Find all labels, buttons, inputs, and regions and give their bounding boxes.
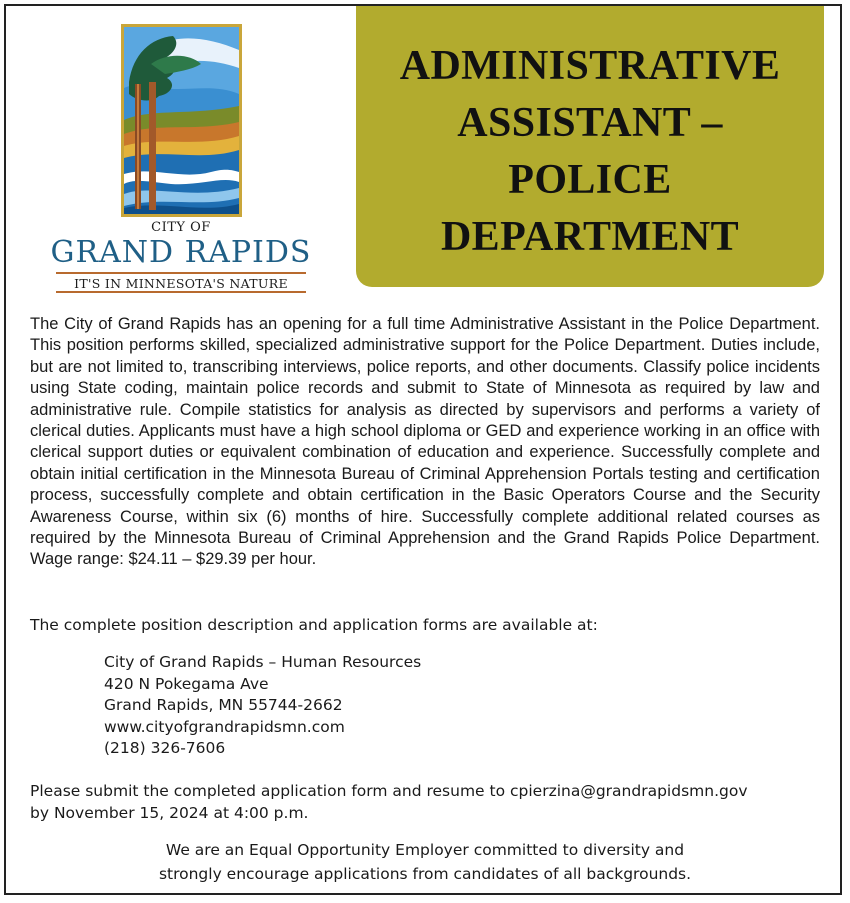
address-street: 420 N Pokegama Ave	[104, 674, 269, 693]
address-org: City of Grand Rapids – Human Resources	[104, 653, 422, 671]
grand-rapids-landscape-logo-icon	[121, 24, 242, 217]
equal-opportunity-statement	[30, 838, 820, 886]
job-title	[400, 38, 781, 266]
submission-instructions	[30, 781, 825, 824]
availability-note: The complete position description and application forms are available at:	[30, 616, 598, 634]
address-website: www.cityofgrandrapidsmn.com	[104, 717, 345, 736]
job-title-line: POLICE	[508, 156, 672, 203]
eoe-line: We are an Equal Opportunity Employer committed to diversity and	[165, 841, 685, 859]
job-title-line: DEPARTMENT	[440, 213, 740, 260]
logo-divider-bottom	[56, 291, 306, 293]
title-banner	[356, 6, 824, 287]
submit-line: Please submit the completed application form and resume to cpierzina@grandrapidsmn.gov	[30, 782, 748, 800]
job-ad	[4, 4, 842, 895]
contact-address	[104, 652, 421, 760]
submit-deadline: by November 15, 2024 at 4:00 p.m.	[30, 803, 309, 822]
logo-divider-top	[56, 272, 306, 274]
job-title-line: ADMINISTRATIVE	[399, 42, 781, 89]
logo-tagline: IT'S IN MINNESOTA'S NATURE	[74, 276, 288, 291]
address-city: Grand Rapids, MN 55744-2662	[104, 696, 343, 714]
eoe-line: strongly encourage applications from candidates of all backgrounds.	[158, 865, 692, 883]
logo-city-of: CITY OF	[151, 220, 211, 235]
job-description: The City of Grand Rapids has an opening for a full time Administrative Assistant in the Police Department. This position performs skilled, specialized administrative support for the Police Department. Duties include, but are not limited to, transcribing interviews, police reports, and other documents. Classify police incidents using State coding, maintain police records and submit to State of Minnesota as required by law and administrative rule. Compile statistics for analysis as directed by supervisors and performs a variety of clerical duties. Applicants must have a high school diploma or GED and experience working in an office with clerical support duties or equivalent combination of education and experience. Successfully complete and obtain initial certification in the Minnesota Bureau of Criminal Apprehension Portals testing and certification process, successfully complete and obtain certification in the Basic Operators Course and the Security Awareness Course, within six (6) months of hire. Successfully complete additional related courses as required by the Minnesota Bureau of Criminal Apprehension and the Grand Rapids Police Department. Wage range: $24.11 – $29.39 per hour.	[30, 315, 820, 569]
address-phone: (218) 326-7606	[104, 739, 226, 757]
logo-city-name: GRAND RAPIDS	[50, 235, 312, 270]
job-title-line: ASSISTANT –	[457, 99, 723, 146]
